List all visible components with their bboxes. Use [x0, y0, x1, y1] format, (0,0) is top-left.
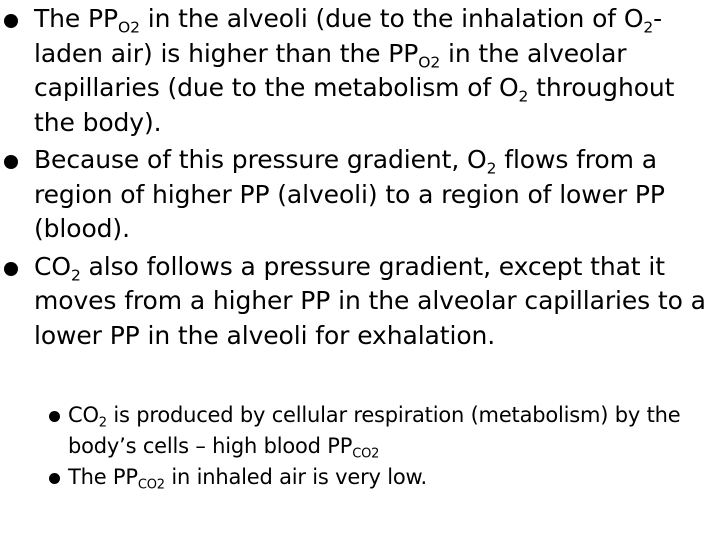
sub-bullet-list — [0, 400, 715, 493]
sub-bullet-dot-icon — [49, 411, 60, 422]
bullet-item-pp-o2-alveoli — [0, 2, 712, 140]
bullet-dot-icon — [4, 155, 18, 169]
bullet-dot-icon — [4, 14, 18, 28]
sub-bullet-item-co2-produced — [0, 400, 715, 462]
bullet-item-o2-flow — [0, 143, 712, 247]
bullet-item-co2-gradient — [0, 250, 712, 354]
bullet-text: Because of this pressure gradient, $O_2$ flows from a region of higher PP (alveoli) to a region of lower PP (blood). — [34, 145, 665, 243]
bullet-text: The $PP_{O2}$ in the alveoli (due to the inhalation of $O_2$-laden air) is higher than the $PP_{O2}$ in the alveolar capillaries (due to the metabolism of $O_2$ throughout the body). — [34, 4, 675, 137]
sub-bullet-dot-icon — [49, 473, 60, 484]
bullet-text: $CO_2$ also follows a pressure gradient, except that it moves from a higher PP in the alveolar capillaries to a lower PP in the alveoli for exhalation. — [34, 251, 706, 350]
sub-bullet-text: $CO_2$ is produced by cellular respiration (metabolism) by the body’s cells – high blood $PP_{CO2}$ — [68, 403, 681, 462]
sub-bullet-item-inhaled-air — [0, 462, 715, 493]
bullet-dot-icon — [4, 262, 18, 276]
sub-bullet-text: The $PP_{CO2}$ in inhaled air is very low. — [68, 465, 428, 493]
